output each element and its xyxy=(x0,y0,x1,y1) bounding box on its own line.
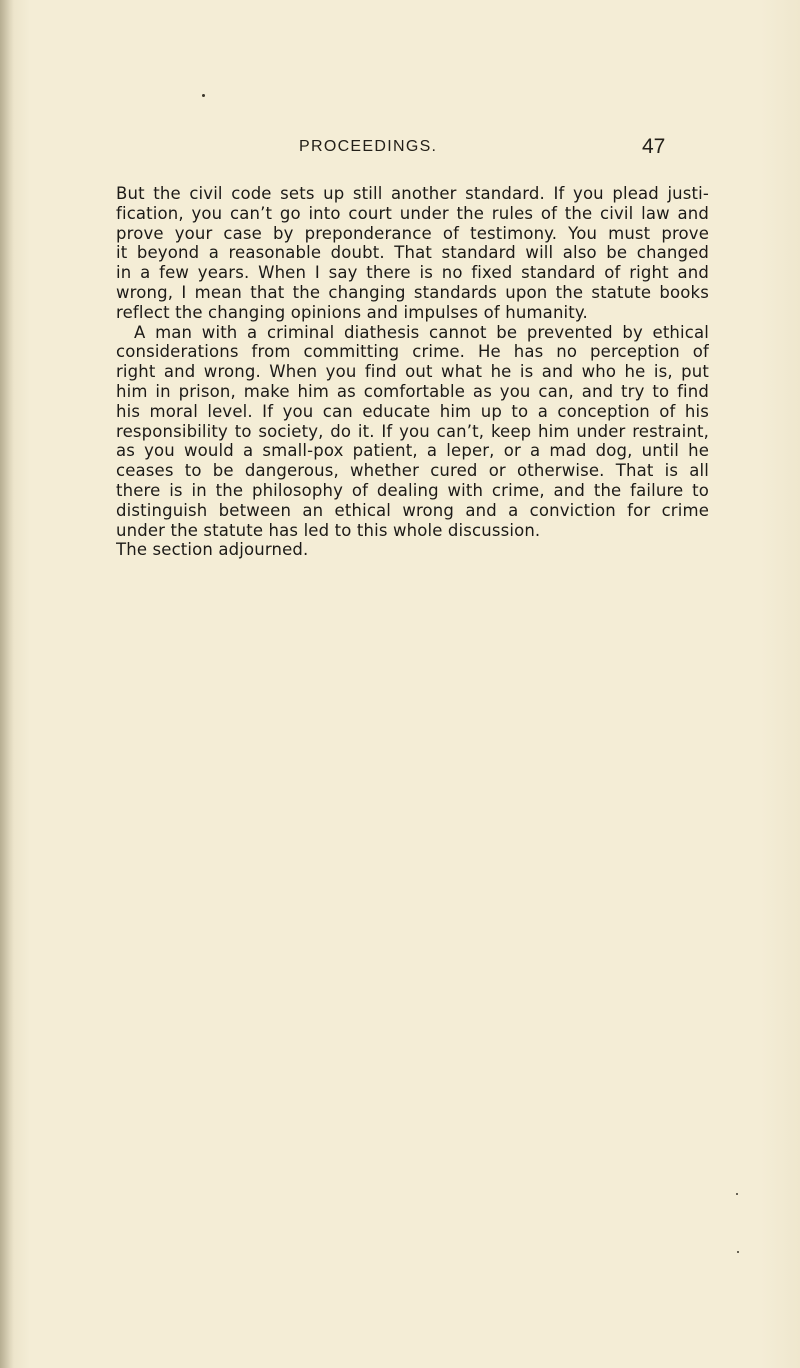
text-line: wrong, I mean that the changing standards upon the statute books xyxy=(116,282,709,302)
text-line: considerations from committing crime. He has no perception of xyxy=(116,342,709,362)
page-gutter-shadow xyxy=(0,0,14,1368)
paper-speck xyxy=(737,1251,739,1253)
text-line: distinguish between an ethical wrong and a conviction for crime xyxy=(116,500,709,520)
text-line: responsibility to society, do it. If you can’t, keep him under restraint, xyxy=(116,421,709,441)
text-line: But the civil code sets up still another standard. If you plead justi- xyxy=(116,184,709,203)
text-line: him in prison, make him as comfortable as you can, and try to find xyxy=(116,381,709,401)
text-line: his moral level. If you can educate him up to a conception of his xyxy=(116,401,709,421)
text-line: right and wrong. When you find out what he is and who he is, put xyxy=(116,362,709,382)
text-line: there is in the philosophy of dealing with crime, and the failure to xyxy=(116,480,709,500)
text-line: it beyond a reasonable doubt. That standard will also be changed xyxy=(116,243,709,263)
text-line: A man with a criminal diathesis cannot be prevented by ethical xyxy=(134,322,709,342)
text-line: as you would a small-pox patient, a leper, or a mad dog, until he xyxy=(116,441,709,461)
text-line: under the statute has led to this whole discussion. xyxy=(116,520,541,540)
paper-speck xyxy=(202,94,205,97)
text-line: in a few years. When I say there is no fixed standard of right and xyxy=(116,263,709,283)
paragraph-3 xyxy=(116,540,709,560)
running-head xyxy=(0,135,800,168)
page-number: 47 xyxy=(642,135,666,158)
paragraph-2 xyxy=(116,323,709,541)
text-line: ceases to be dangerous, whether cured or otherwise. That is all xyxy=(116,461,709,481)
paper-speck xyxy=(736,1193,738,1195)
text-line: reflect the changing opinions and impulses of humanity. xyxy=(116,302,588,322)
body-text xyxy=(116,184,709,560)
text-line: prove your case by preponderance of testimony. You must prove xyxy=(116,223,709,243)
running-head-title: PROCEEDINGS. xyxy=(299,138,438,155)
text-line: The section adjourned. xyxy=(116,540,309,560)
paragraph-1 xyxy=(116,184,709,323)
text-line: fication, you can’t go into court under the rules of the civil law and xyxy=(116,203,709,223)
